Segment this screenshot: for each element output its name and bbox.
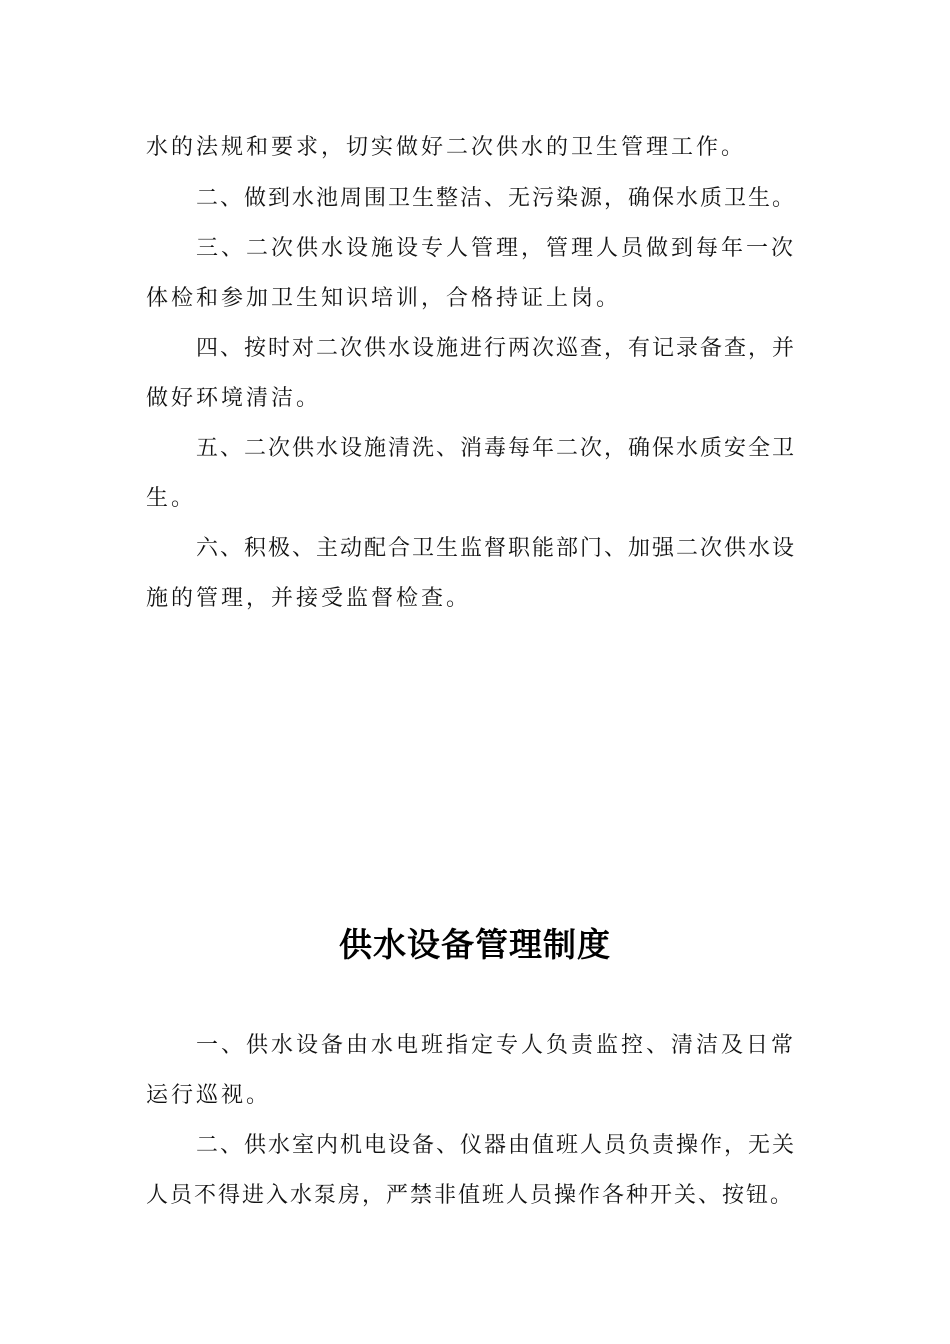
paragraph-line: 三、二次供水设施设专人管理，管理人员做到每年一次 [196, 236, 797, 261]
paragraph-line: 运行巡视。 [146, 1083, 272, 1108]
paragraph-line: 四、按时对二次供水设施进行两次巡查，有记录备查，并 [196, 336, 797, 361]
paragraph-line: 五、二次供水设施清洗、消毒每年二次，确保水质安全卫 [196, 436, 797, 461]
section-title: 供水设备管理制度 [339, 925, 611, 964]
paragraph-line: 做好环境清洁。 [146, 386, 322, 411]
paragraph-line: 六、积极、主动配合卫生监督职能部门、加强二次供水设 [196, 536, 797, 561]
paragraph-line: 生。 [146, 486, 197, 511]
paragraph-line: 人员不得进入水泵房，严禁非值班人员操作各种开关、按钮。 [146, 1183, 795, 1208]
paragraph-line: 二、做到水池周围卫生整洁、无污染源，确保水质卫生。 [196, 186, 797, 211]
paragraph-line: 一、供水设备由水电班指定专人负责监控、清洁及日常 [196, 1033, 797, 1058]
paragraph-line: 施的管理，并接受监督检查。 [146, 586, 472, 611]
paragraph-line: 二、供水室内机电设备、仪器由值班人员负责操作，无关 [196, 1133, 797, 1158]
paragraph-line: 体检和参加卫生知识培训，合格持证上岗。 [146, 286, 622, 311]
paragraph-line: 水的法规和要求，切实做好二次供水的卫生管理工作。 [146, 135, 747, 160]
